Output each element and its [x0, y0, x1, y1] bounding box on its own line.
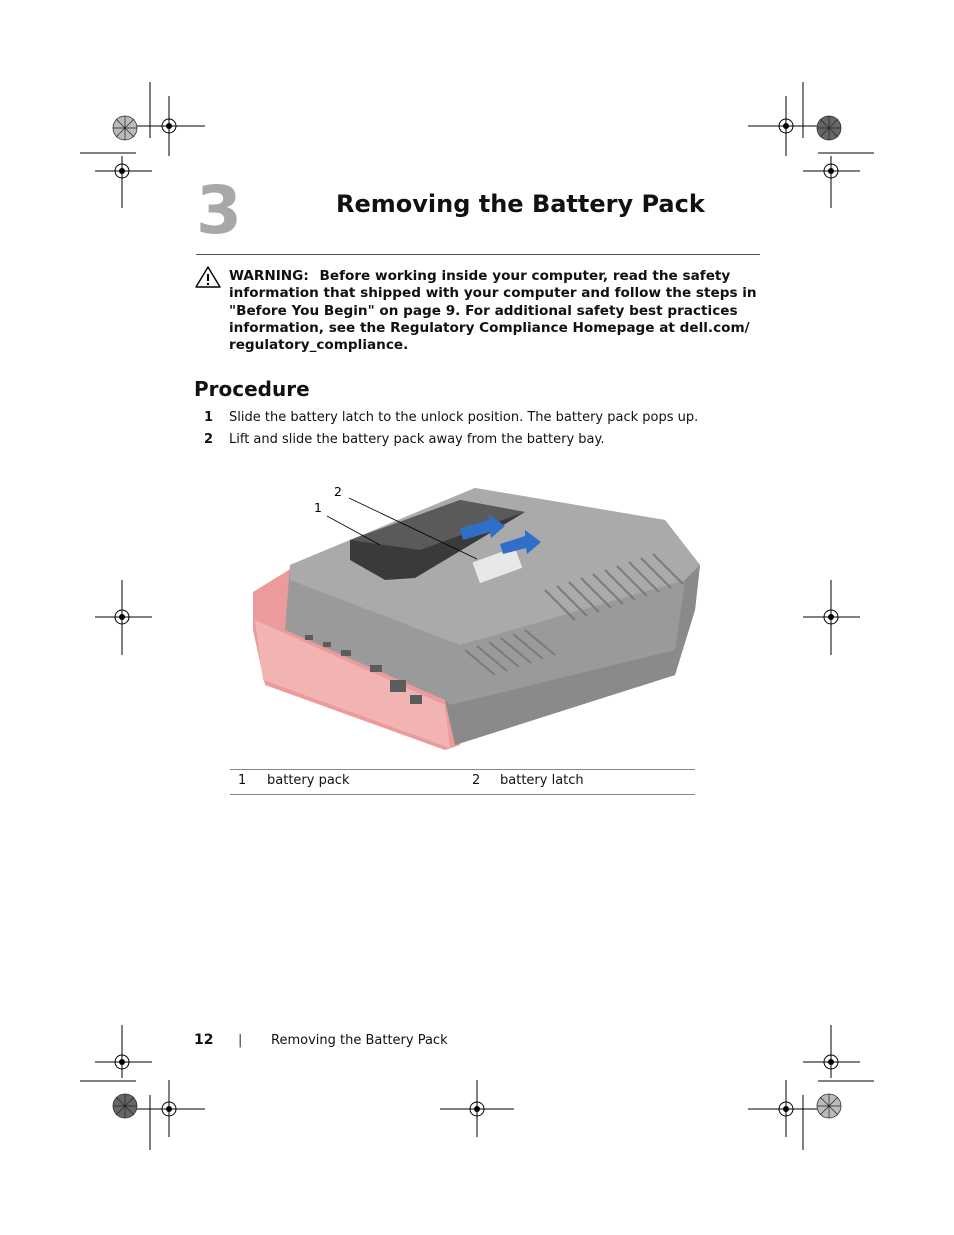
- legend-1-number: 1: [238, 773, 247, 788]
- warning-icon: [195, 266, 221, 288]
- legend-2-label: battery latch: [500, 773, 584, 788]
- legend-1-label: battery pack: [267, 773, 350, 788]
- battery-removal-illustration: [245, 470, 715, 760]
- step-1-number: 1: [203, 410, 213, 425]
- footer-separator: |: [238, 1033, 243, 1048]
- footer-title: Removing the Battery Pack: [271, 1033, 448, 1048]
- section-heading: Procedure: [194, 377, 310, 401]
- step-1-text: Slide the battery latch to the unlock position. The battery pack pops up.: [229, 410, 699, 425]
- callout-1: 1: [314, 500, 322, 515]
- callout-2: 2: [334, 484, 342, 499]
- step-2-text: Lift and slide the battery pack away from the battery bay.: [229, 432, 605, 447]
- page-number: 12: [194, 1032, 214, 1048]
- warning-text: Before working inside your computer, read the safety information that shipped with your computer and follow the steps in "Before You Begin" on page 9. For additional safety best practices information, see the Regulatory Compliance Homepage at dell.com/ regulatory_compliance.: [229, 268, 757, 354]
- legend-table: [230, 769, 695, 795]
- chapter-number: 3: [196, 172, 242, 249]
- warning-block: [229, 268, 764, 354]
- chapter-title: Removing the Battery Pack: [336, 190, 705, 218]
- title-rule: [196, 254, 760, 255]
- warning-label: WARNING:: [229, 268, 309, 284]
- step-2-number: 2: [203, 432, 213, 447]
- legend-2-number: 2: [472, 773, 481, 788]
